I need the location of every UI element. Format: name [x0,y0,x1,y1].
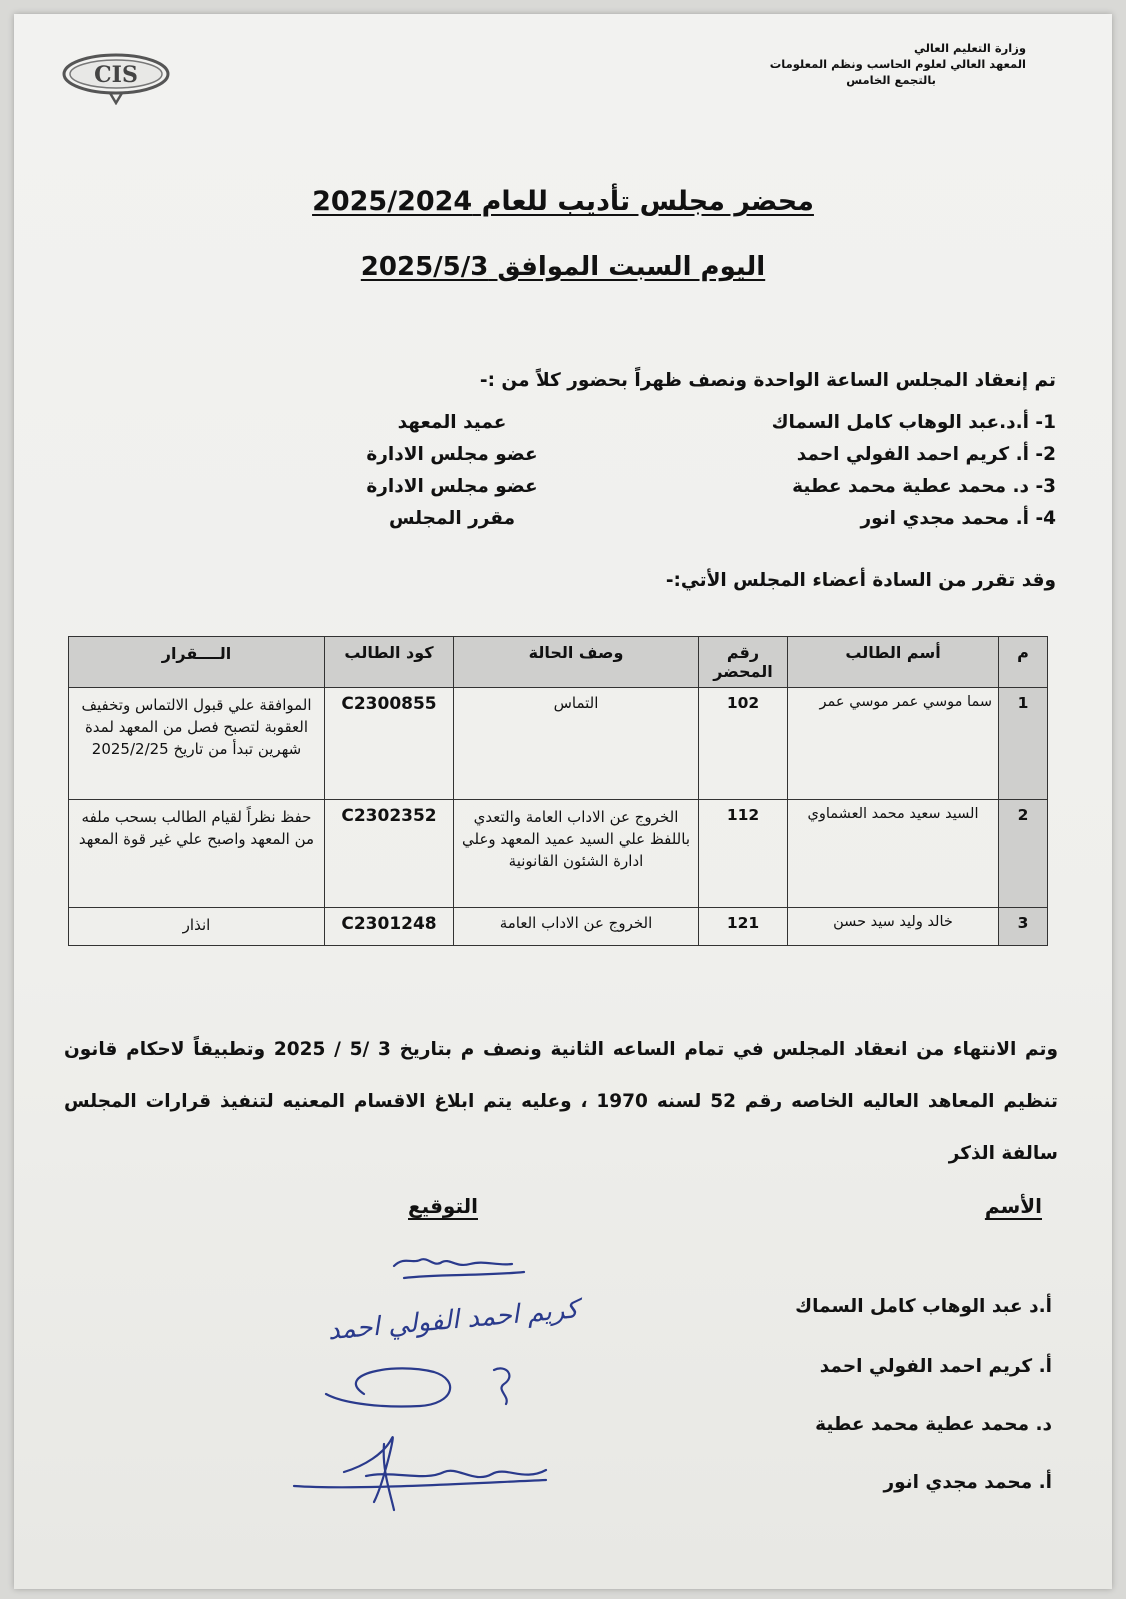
signatory-name-1: أ.د عبد الوهاب كامل السماك [795,1296,1052,1317]
signature-2-handwritten: كريم احمد الفولي احمد [326,1294,580,1347]
member-name-4: 4- أ. محمد مجدي انور [860,508,1056,529]
logo-text: CIS [94,62,138,88]
row-student-code: C2301248 [325,908,454,946]
row-student-name: سما موسي عمر موسي عمر [788,688,999,800]
header-line-3: بالتجمع الخامس [846,73,936,87]
table-row [69,800,1048,908]
cis-logo-icon [60,47,172,105]
handwritten-signatures [234,1234,594,1534]
institution-header [686,40,1026,88]
row-student-code: C2300855 [325,688,454,800]
page-title: محضر مجلس تأديب للعام 2025/2024 [312,186,814,217]
meeting-intro: تم إنعقاد المجلس الساعة الواحدة ونصف ظهراً بحضور كلاً من :- [479,370,1056,391]
row-decision: حفظ نظراً لقيام الطالب بسحب ملفه من المعهد واصبح علي غير قوة المعهد [69,800,325,908]
member-role-4: مقرر المجلس [388,508,516,529]
closing-paragraph: وتم الانتهاء من انعقاد المجلس في تمام الساعه الثانية ونصف م بتاريخ 3 /5 / 2025 وتطبيقاً لاحكام قانون تنظيم المعاهد العاليه الخاصه رقم 52 لسنه 1970 ، وعليه يتم ابلاغ الاقسام المعنيه لتنفيذ قرارات المجلس سالفة الذكر [64,1039,1059,1164]
row-record-number: 112 [699,800,788,908]
cases-table [68,636,1048,946]
signature-1-underline [404,1272,524,1278]
signatory-name-4: أ. محمد مجدي انور [883,1472,1052,1493]
row-num: 1 [999,688,1048,800]
signature-3-loop [326,1368,450,1406]
signatory-name-2: أ. كريم احمد الفولي احمد [819,1356,1052,1377]
header-case-description: وصف الحالة [454,637,699,688]
row-student-name: خالد وليد سيد حسن [788,908,999,946]
member-role-1: عميد المعهد [397,412,507,433]
row-decision: الموافقة علي قبول الالتماس وتخفيف العقوبة لتصبح فصل من المعهد لمدة شهرين تبدأ من تاريخ 2025/2/25 [69,688,325,800]
row-decision: انذار [69,908,325,946]
page-subtitle: اليوم السبت الموافق 2025/5/3 [360,252,766,282]
signature-3-mark [494,1368,509,1404]
header-student-name: أسم الطالب [788,637,999,688]
signature-4-underline [294,1480,546,1487]
header-record-number: رقم المحضر [699,637,788,688]
row-case-description: الخروج عن الاداب العامة والتعدي باللفظ علي السيد عميد المعهد وعلي ادارة الشئون القانونية [454,800,699,908]
signature-4-stroke [344,1437,546,1510]
signature-1-stroke [394,1259,512,1266]
row-record-number: 121 [699,908,788,946]
signatory-name-3: د. محمد عطية محمد عطية [815,1414,1052,1435]
row-student-name: السيد سعيد محمد العشماوي [788,800,999,908]
member-name-2: 2- أ. كريم احمد الفولي احمد [796,444,1056,465]
header-decision: الــــقرار [69,637,325,688]
member-role-3: عضو مجلس الادارة [366,476,538,497]
decided-heading: وقد تقرر من السادة أعضاء المجلس الأتي:- [665,570,1056,591]
row-record-number: 102 [699,688,788,800]
signature-column-header: التوقيع [408,1194,478,1218]
member-name-3: 3- د. محمد عطية محمد عطية [792,476,1056,497]
row-case-description: التماس [454,688,699,800]
document-page [14,14,1112,1589]
member-role-2: عضو مجلس الادارة [366,444,538,465]
row-num: 2 [999,800,1048,908]
header-line-2: المعهد العالي لعلوم الحاسب ونظم المعلومات [769,57,1026,71]
row-case-description: الخروج عن الاداب العامة [454,908,699,946]
header-num: م [999,637,1048,688]
row-num: 3 [999,908,1048,946]
table-row [69,688,1048,800]
table-row [69,908,1048,946]
table-header-row [69,637,1048,688]
header-line-1: وزارة التعليم العالي [913,41,1026,55]
row-student-code: C2302352 [325,800,454,908]
member-name-1: 1- أ.د.عبد الوهاب كامل السماك [771,412,1056,433]
header-student-code: كود الطالب [325,637,454,688]
name-column-header: الأسم [984,1194,1042,1218]
